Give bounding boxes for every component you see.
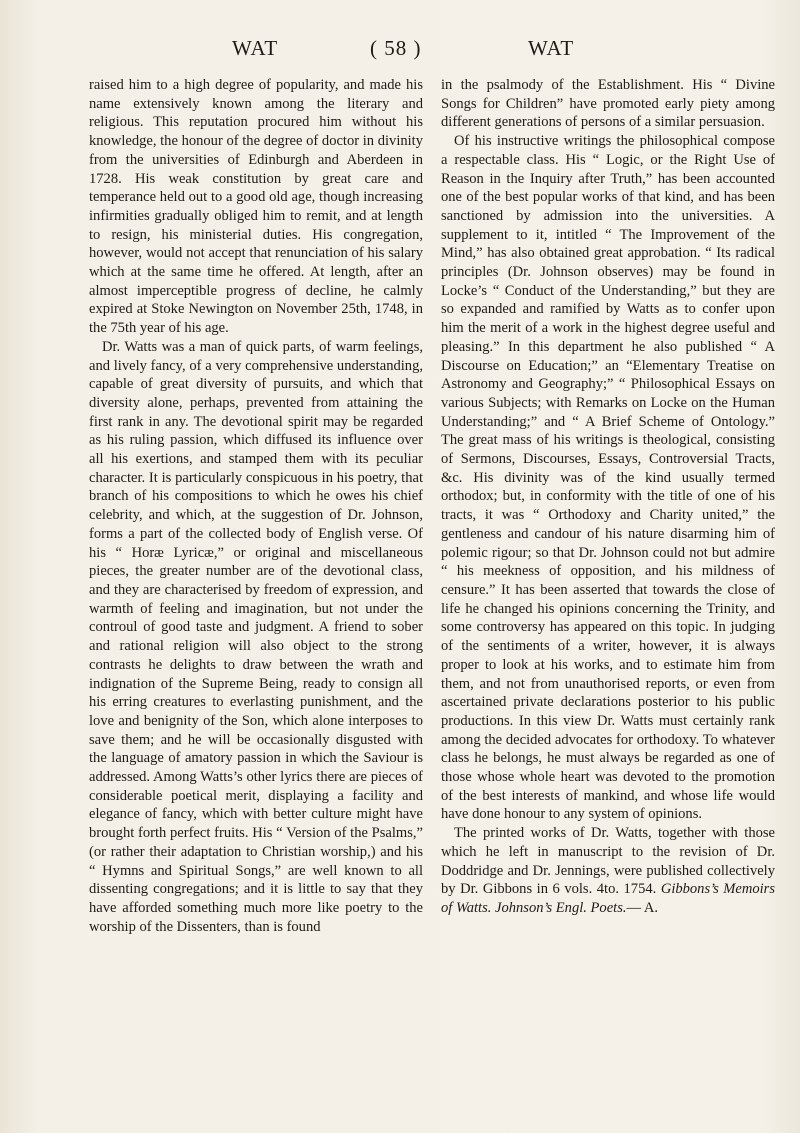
citation-gibbons: Gibbons’s Memoirs of Watts.: [441, 881, 776, 916]
author-signature: — A.: [626, 899, 659, 916]
paragraph-philosophical-writings: Of his instructive writings the philosophical compose a respectable class. His “ Logic, or the Right Use of Reason in the Inquiry after Truth,” has been accounted one of the best popular works of that kind, and has been sanctioned by admission into the universities. A supplement to it, intitled “ The Improvement of the Mind,” has also obtained great approbation. “ Its radical principles (Dr. Johnson observes) may be found in Locke’s “ Conduct of the Understanding,” but they are so expanded and ramified by Watts as to confer upon him the merit of a work in the highest degree useful and pleasing.” In this department he also published “ A Discourse on Education;” an “Elementary Treatise on Astronomy and Geography;” “ Philosophical Essays on various Subjects; with Remarks on Locke on the Human Understanding;” and “ A Brief Scheme of Ontology.” The great mass of his writings is theological, consisting of Sermons, Discourses, Essays, Controversial Tracts, &c. His divinity was of the kind usually termed orthodox; but, in conformity with the title of one of his tracts, it was “ Orthodoxy and Charity united,” the gentleness and candour of his nature disarming him of polemic rigour; so that Dr. Johnson could not but admire “ his meekness of opposition, and his mildness of censure.” It has been asserted that towards the close of life he changed his opinions concerning the Trinity, and some controversy has appeared on this topic. In judging of the sentiments of a writer, however, it is always proper to look at his works, and to estimate him from them, and not from unauthorised reports, or even from ascertained private declarations posterior to his public productions. In this view Dr. Watts must certainly rank among the decided advocates for orthodoxy. To whatever class he belongs, he must always be regarded as one of those whose whole heart was devoted to the promotion of the best interests of mankind, and whose life would have done honour to any system of opinions.: [441, 133, 775, 823]
left-column: [89, 76, 423, 936]
paragraph-continued: raised him to a high degree of popularity, and made his name extensively known among the literary and religious. This reputation procured him without his knowledge, the honour of the degree of doctor in divinity from the universities of Edinburgh and Aberdeen in 1728. His weak constitution by great care and temperance held out to a good old age, though increasing infirmities gradually obliged him to remit, and at length to resign, his ministerial duties. His congregation, however, would not accept that renunciation of his salary which at the same time he offered. At length, after an almost imperceptible progress of decline, he calmly expired at Stoke Newington on November 25th, 1748, in the 75th year of his age.: [89, 77, 423, 337]
paragraph-printed-works: [441, 824, 775, 918]
running-head-left: WAT: [232, 36, 279, 60]
citation-johnson: Johnson’s Engl. Poets.: [495, 899, 627, 916]
paragraph-character-assessment: Dr. Watts was a man of quick parts, of warm feelings, and lively fancy, of a very comprehensive understanding, capable of great diversity of pursuits, and which that diversity alone, perhaps, prevented from attaining the first rank in any. The devotional spirit may be regarded as his ruling passion, which diffused its influence over all his exertions, and stamped them with its peculiar character. It is particularly conspicuous in his poetry, that branch of his compositions to which he owes his chief celebrity, and which, at the suggestion of Dr. Johnson, forms a part of the collected body of English verse. Of his “ Horæ Lyricæ,” or original and miscellaneous pieces, the greater number are of the devotional class, and they are characterised by freedom of expression, and warmth of feeling and imagination, but not under the controul of good taste and judgment. A friend to sober and rational religion will also object to the strong contrasts he delights to draw between the wrath and indignation of the Supreme Being, ready to consign all his erring creatures to everlasting punishment, and the love and benignity of the Son, which alone interposes to save them; and he will be occasionally disgusted with the language of amatory passion in which the Saviour is addressed. Among Watts’s other lyrics there are pieces of considerable poetical merit, displaying a facility and elegance of fancy, which with better culture might have brought forth perfect fruits. His “ Version of the Psalms,” (or rather their adaptation to Christian worship,) and his “ Hymns and Spiritual Songs,” are well known to all dissenting congregations; and it is little to say that they have afforded something much more like poetry to the worship of the Dissenters, than is found: [89, 338, 423, 935]
paragraph-psalmody: in the psalmody of the Establishment. His “ Divine Songs for Children” have promoted early piety among different generations of persons of a similar persuasion.: [441, 77, 775, 131]
running-head: [232, 36, 592, 66]
page-number: ( 58 ): [370, 36, 422, 60]
running-head-right: WAT: [528, 36, 575, 60]
right-column: [441, 76, 775, 918]
printed-works-text: The printed works of Dr. Watts, together with those which he left in manuscript to the revision of Dr. Doddridge and Dr. Jennings, were published collectively by Dr. Gibbons in 6 vols. 4to. 1754.: [441, 825, 775, 898]
